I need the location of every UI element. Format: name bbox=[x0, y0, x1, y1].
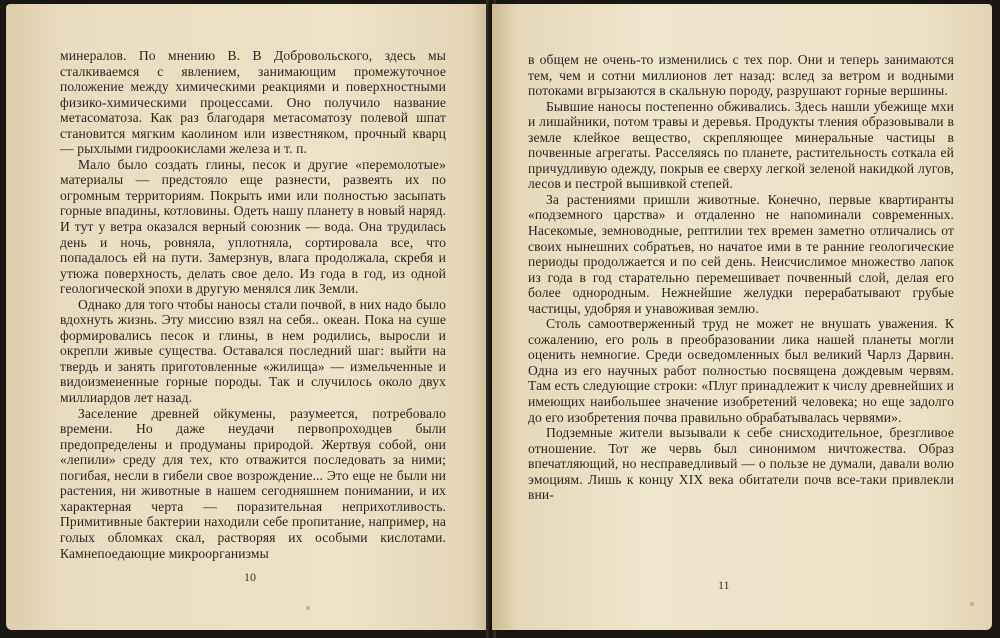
paragraph: Бывшие наносы постепенно обживались. Здесь нашли убежище мхи и лишайники, потом травы и деревья. Продукты тления образовывали в земле клейкое вещество, скрепляющее минеральные частицы в почвенные агрегаты. Расселяясь по планете, растительность соткала ей причудливую одежду, покрыв ее сверху легкой зеленой накидкой лугов, лесов и пестрой вышивкой степей. bbox=[528, 98, 954, 192]
paragraph: минералов. По мнению В. В Добровольского, здесь мы сталкиваемся с явлением, занимающим промежуточное положение между химическими реакциями и поверхностными физико-химическими процессами. Оно получило название метасоматоза. Как раз благодаря метасоматозу полевой шпат становится мягким каолином или известняком, прочный кварц — рыхлыми гидроокислами железа и т. п. bbox=[60, 48, 446, 157]
paragraph: Однако для того чтобы наносы стали почвой, в них надо было вдохнуть жизнь. Эту миссию взял на себя.. океан. Пока на суше формировались песок и глины, в нем родились, выросли и окрепли живые существа. Оставался последний шаг: выйти на твердь и занять приготовленные «жилища» — измельченные и видоизмененные горные породы. Так и случилось около двух миллиардов лет назад. bbox=[60, 296, 446, 406]
paragraph: в общем не очень-то изменились с тех пор. Они и теперь занимаются тем, чем и сотни миллионов лет назад: вслед за ветром и водными потоками вгрызаются в скальную породу, разрушают горные вершины. bbox=[528, 52, 954, 99]
paragraph: За растениями пришли животные. Конечно, первые квартиранты «подземного царства» и отдаленно не напоминали современных. Насекомые, земноводные, рептилии тех времен заметно отличались от своих нынешних собратьев, но начатое ими в те ранние геологические периоды продолжается и по сей день. Неисчислимое множество лапок из года в год старательно перемешивает почвенный слой, делая его более однородным. Нежнейшие желудки перерабатывают грубые частицы, удобряя и унавоживая землю. bbox=[528, 191, 954, 316]
paragraph: Подземные жители вызывали к себе снисходительное, брезгливое отношение. Тот же червь был синонимом ничтожества. Образ впечатляющий, но несправедливый — о пользе не думали, давали волю эмоциям. Лишь к концу XIX века обитатели почв все-таки привлекли вни- bbox=[528, 425, 954, 503]
left-page-text bbox=[60, 48, 446, 561]
paragraph: Мало было создать глины, песок и другие «перемолотые» материалы — предстояло еще разнести, развеять их по огромным территориям. Покрыть ими или полностью засыпать горные впадины, котловины. Одеть нашу планету в новый наряд. И тут у ветра оказался верный союзник — вода. Она трудилась день и ночь, ровняла, уплотняла, сортировала все, что попадалось ей на пути. Замерзнув, влага продолжала, скребя и утюжа поверхность, делать свое дело. Из года в год, из одной геологической эпохи в другую менялся лик Земли. bbox=[60, 156, 446, 297]
page-number: 11 bbox=[718, 578, 730, 592]
right-page bbox=[492, 4, 992, 630]
paragraph: Заселение древней ойкумены, разумеется, потребовало времени. Но даже неудачи первопроходцев были предопределены и продуманы природой. Жертвуя собой, они «лепили» среду для тех, кто отважится последовать за ними; погибая, несли в гибели свое возрождение... Это еще не были ни растения, ни животные в нашем сегодняшнем понимании, и их характерная черта — поразительная неприхотливость. Примитивные бактерии находили себе пропитание, например, на голых обломках скал, растворяя их особыми кислотами. Камнепоедающие микроорганизмы bbox=[60, 405, 446, 561]
paper-spot bbox=[306, 606, 310, 610]
paper-spot bbox=[970, 602, 974, 606]
left-page bbox=[6, 4, 490, 630]
page-number: 10 bbox=[244, 570, 256, 584]
right-page-text bbox=[528, 52, 954, 503]
paragraph: Столь самоотверженный труд не может не внушать уважения. К сожалению, его роль в преобразовании лика нашей планеты могли оценить немногие. Среди осведомленных был великий Чарлз Дарвин. Одна из его научных работ полностью посвящена дождевым червям. Там есть следующие строки: «Плуг принадлежит к числу древнейших и имеющих наибольшее значение изобретений человека; но еще задолго до его изобретения почва правильно обрабатывалась червями». bbox=[528, 316, 954, 425]
